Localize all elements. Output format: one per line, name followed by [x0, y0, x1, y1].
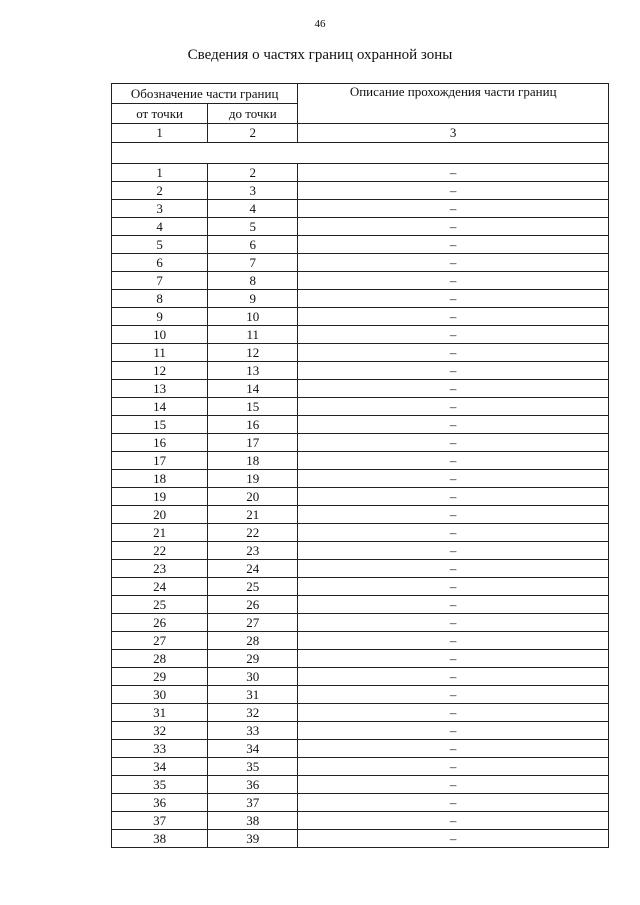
from-point-cell: 32	[112, 722, 208, 740]
table-row	[112, 668, 609, 686]
to-point-cell: 14	[208, 380, 298, 398]
table-row	[112, 434, 609, 452]
from-point-cell: 28	[112, 650, 208, 668]
to-point-cell: 27	[208, 614, 298, 632]
header-to-point: до точки	[208, 104, 298, 124]
table-row	[112, 290, 609, 308]
from-point-cell: 29	[112, 668, 208, 686]
from-point-cell: 20	[112, 506, 208, 524]
from-point-cell: 25	[112, 596, 208, 614]
from-point-cell: 30	[112, 686, 208, 704]
to-point-cell: 13	[208, 362, 298, 380]
to-point-cell: 8	[208, 272, 298, 290]
from-point-cell: 2	[112, 182, 208, 200]
page-number: 46	[314, 18, 326, 30]
table-row	[112, 272, 609, 290]
table-row	[112, 236, 609, 254]
table-row	[112, 614, 609, 632]
table-row	[112, 218, 609, 236]
description-cell: –	[298, 272, 609, 290]
table-row	[112, 596, 609, 614]
description-cell: –	[298, 524, 609, 542]
to-point-cell: 21	[208, 506, 298, 524]
to-point-cell: 4	[208, 200, 298, 218]
from-point-cell: 13	[112, 380, 208, 398]
description-cell: –	[298, 488, 609, 506]
description-cell: –	[298, 326, 609, 344]
from-point-cell: 6	[112, 254, 208, 272]
column-number-2: 2	[208, 124, 298, 143]
to-point-cell: 18	[208, 452, 298, 470]
from-point-cell: 21	[112, 524, 208, 542]
description-cell: –	[298, 794, 609, 812]
table-row	[112, 380, 609, 398]
column-number-1: 1	[112, 124, 208, 143]
from-point-cell: 23	[112, 560, 208, 578]
description-cell: –	[298, 344, 609, 362]
to-point-cell: 32	[208, 704, 298, 722]
table-row	[112, 488, 609, 506]
table-row	[112, 470, 609, 488]
to-point-cell: 5	[208, 218, 298, 236]
from-point-cell: 5	[112, 236, 208, 254]
from-point-cell: 3	[112, 200, 208, 218]
to-point-cell: 9	[208, 290, 298, 308]
description-cell: –	[298, 470, 609, 488]
description-cell: –	[298, 668, 609, 686]
to-point-cell: 35	[208, 758, 298, 776]
description-cell: –	[298, 290, 609, 308]
description-cell: –	[298, 164, 609, 182]
from-point-cell: 36	[112, 794, 208, 812]
header-from-point: от точки	[112, 104, 208, 124]
description-cell: –	[298, 398, 609, 416]
table-row	[112, 560, 609, 578]
from-point-cell: 15	[112, 416, 208, 434]
description-cell: –	[298, 560, 609, 578]
table-row	[112, 254, 609, 272]
to-point-cell: 6	[208, 236, 298, 254]
page-title: Сведения о частях границ охранной зоны	[187, 47, 453, 63]
to-point-cell: 12	[208, 344, 298, 362]
header-boundary-description: Описание прохождения части границ	[298, 84, 609, 124]
table-row	[112, 182, 609, 200]
table-row	[112, 362, 609, 380]
table-row	[112, 686, 609, 704]
table-row	[112, 650, 609, 668]
description-cell: –	[298, 200, 609, 218]
table-row	[112, 452, 609, 470]
to-point-cell: 25	[208, 578, 298, 596]
to-point-cell: 38	[208, 812, 298, 830]
table-row	[112, 542, 609, 560]
table-row	[112, 740, 609, 758]
from-point-cell: 37	[112, 812, 208, 830]
to-point-cell: 19	[208, 470, 298, 488]
table-row	[112, 812, 609, 830]
to-point-cell: 37	[208, 794, 298, 812]
table-row	[112, 758, 609, 776]
header-row-1	[112, 84, 609, 104]
table-body	[112, 84, 609, 848]
to-point-cell: 29	[208, 650, 298, 668]
table-row	[112, 632, 609, 650]
to-point-cell: 22	[208, 524, 298, 542]
to-point-cell: 30	[208, 668, 298, 686]
to-point-cell: 20	[208, 488, 298, 506]
from-point-cell: 11	[112, 344, 208, 362]
from-point-cell: 14	[112, 398, 208, 416]
to-point-cell: 36	[208, 776, 298, 794]
table-row	[112, 704, 609, 722]
table-row	[112, 398, 609, 416]
to-point-cell: 7	[208, 254, 298, 272]
description-cell: –	[298, 812, 609, 830]
to-point-cell: 2	[208, 164, 298, 182]
description-cell: –	[298, 704, 609, 722]
to-point-cell: 10	[208, 308, 298, 326]
description-cell: –	[298, 308, 609, 326]
spacer-row	[112, 143, 609, 164]
description-cell: –	[298, 254, 609, 272]
table-row	[112, 722, 609, 740]
description-cell: –	[298, 632, 609, 650]
description-cell: –	[298, 758, 609, 776]
table-row	[112, 344, 609, 362]
description-cell: –	[298, 218, 609, 236]
to-point-cell: 34	[208, 740, 298, 758]
description-cell: –	[298, 740, 609, 758]
description-cell: –	[298, 776, 609, 794]
from-point-cell: 18	[112, 470, 208, 488]
from-point-cell: 19	[112, 488, 208, 506]
to-point-cell: 17	[208, 434, 298, 452]
table-row	[112, 200, 609, 218]
table-row	[112, 794, 609, 812]
from-point-cell: 1	[112, 164, 208, 182]
description-cell: –	[298, 362, 609, 380]
to-point-cell: 33	[208, 722, 298, 740]
spacer-cell	[112, 143, 609, 164]
description-cell: –	[298, 182, 609, 200]
from-point-cell: 24	[112, 578, 208, 596]
description-cell: –	[298, 452, 609, 470]
description-cell: –	[298, 380, 609, 398]
table-row	[112, 830, 609, 848]
from-point-cell: 17	[112, 452, 208, 470]
from-point-cell: 33	[112, 740, 208, 758]
from-point-cell: 16	[112, 434, 208, 452]
description-cell: –	[298, 578, 609, 596]
from-point-cell: 27	[112, 632, 208, 650]
description-cell: –	[298, 596, 609, 614]
header-boundary-part-designation: Обозначение части границ	[112, 84, 298, 104]
to-point-cell: 39	[208, 830, 298, 848]
from-point-cell: 31	[112, 704, 208, 722]
description-cell: –	[298, 686, 609, 704]
from-point-cell: 34	[112, 758, 208, 776]
to-point-cell: 28	[208, 632, 298, 650]
description-cell: –	[298, 542, 609, 560]
description-cell: –	[298, 830, 609, 848]
description-cell: –	[298, 506, 609, 524]
from-point-cell: 38	[112, 830, 208, 848]
to-point-cell: 26	[208, 596, 298, 614]
boundary-parts-table	[111, 83, 609, 848]
table-row	[112, 506, 609, 524]
description-cell: –	[298, 650, 609, 668]
to-point-cell: 16	[208, 416, 298, 434]
to-point-cell: 24	[208, 560, 298, 578]
description-cell: –	[298, 236, 609, 254]
table-row	[112, 416, 609, 434]
table-row	[112, 308, 609, 326]
to-point-cell: 11	[208, 326, 298, 344]
description-cell: –	[298, 614, 609, 632]
from-point-cell: 22	[112, 542, 208, 560]
from-point-cell: 9	[112, 308, 208, 326]
from-point-cell: 26	[112, 614, 208, 632]
description-cell: –	[298, 434, 609, 452]
description-cell: –	[298, 416, 609, 434]
column-number-row	[112, 124, 609, 143]
to-point-cell: 23	[208, 542, 298, 560]
table-row	[112, 524, 609, 542]
description-cell: –	[298, 722, 609, 740]
table-row	[112, 164, 609, 182]
column-number-3: 3	[298, 124, 609, 143]
table-row	[112, 776, 609, 794]
to-point-cell: 3	[208, 182, 298, 200]
from-point-cell: 8	[112, 290, 208, 308]
to-point-cell: 31	[208, 686, 298, 704]
from-point-cell: 35	[112, 776, 208, 794]
to-point-cell: 15	[208, 398, 298, 416]
from-point-cell: 7	[112, 272, 208, 290]
from-point-cell: 10	[112, 326, 208, 344]
from-point-cell: 4	[112, 218, 208, 236]
from-point-cell: 12	[112, 362, 208, 380]
table-row	[112, 326, 609, 344]
table-row	[112, 578, 609, 596]
